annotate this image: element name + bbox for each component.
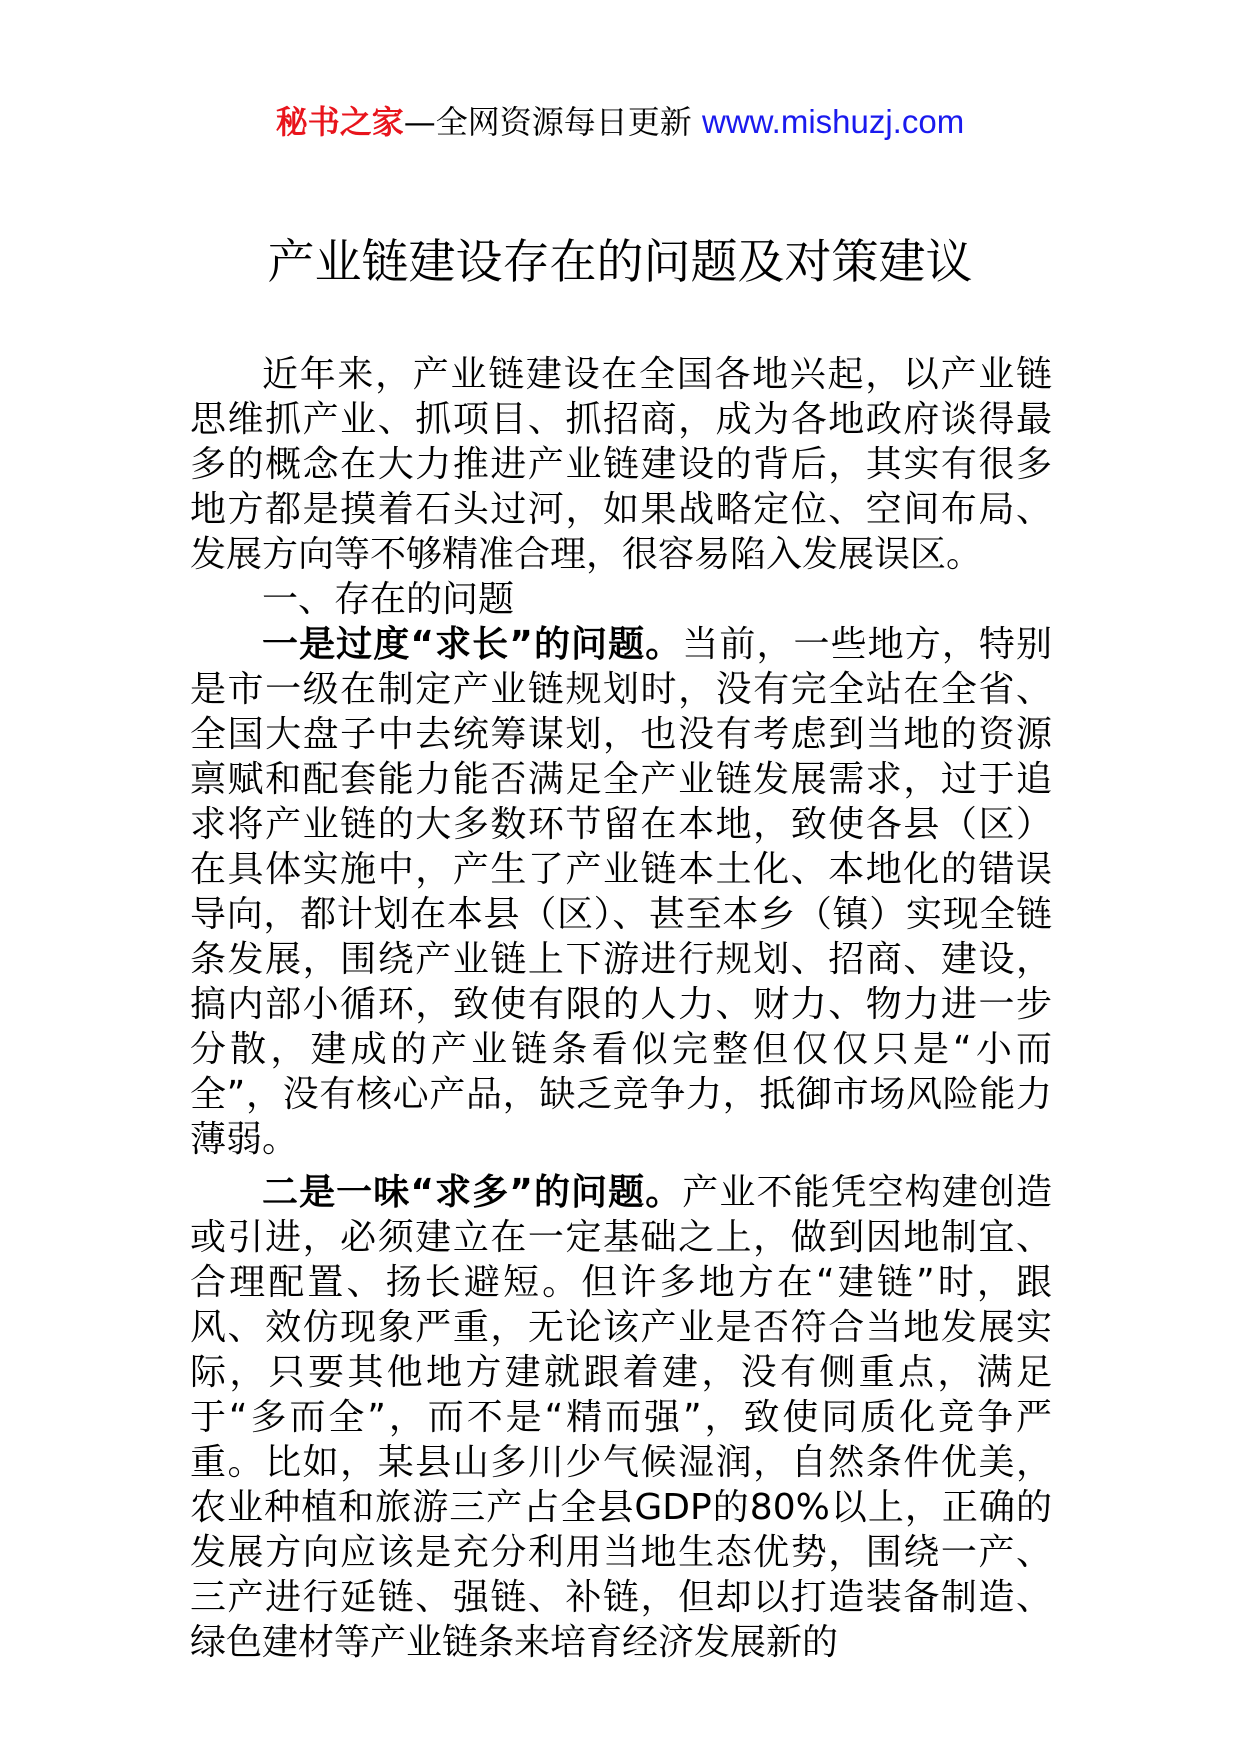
site-header [0, 100, 1240, 144]
problem-2-lead: 二是一味“求多”的问题。 [262, 1172, 683, 1213]
site-url-link[interactable]: www.mishuzj.com [701, 103, 965, 140]
page-title: 产业链建设存在的问题及对策建议 [267, 235, 973, 290]
problem-1-text: 当前，一些地方，特别是市一级在制定产业链规划时，没有完全站在全省、全国大盘子中去统筹谋划，也没有考虑到当地的资源禀赋和配套能力能否满足全产业链发展需求，过于追求将产业链的大多数环节留在本地，致使各县（区）在具体实施中，产生了产业链本土化、本地化的错误导向，都计划在本县（区）、甚至本乡（镇）实现全链条发展，围绕产业链上下游进行规划、招商、建设，搞内部小循环，致使有限的人力、财力、物力进一步分散，建成的产业链条看似完整但仅仅只是“小而全”，没有核心产品，缺乏竞争力，抵御市场风险能力薄弱。 [190, 624, 1052, 1160]
problem-2-paragraph [190, 1170, 1052, 1665]
site-tagline: —全网资源每日更新 [403, 103, 692, 141]
problem-1-lead: 一是过度“求长”的问题。 [262, 624, 683, 665]
problem-2-text: 产业不能凭空构建创造或引进，必须建立在一定基础之上，做到因地制宜、合理配置、扬长避短。但许多地方在“建链”时，跟风、效仿现象严重，无论该产业是否符合当地发展实际，只要其他地方建就跟着建，没有侧重点，满足于“多而全”，而不是“精而强”，致使同质化竞争严重。比如，某县山多川少气候湿润，自然条件优美，农业种植和旅游三产占全县GDP的80%以上，正确的发展方向应该是充分利用当地生态优势，围绕一产、三产进行延链、强链、补链，但却以打造装备制造、绿色建材等产业链条来培育经济发展新的 [190, 1172, 1052, 1663]
section-heading: 一、存在的问题 [262, 579, 515, 620]
problem-1-paragraph [190, 622, 1052, 1162]
site-brand: 秘书之家 [275, 103, 404, 141]
intro-paragraph: 近年来，产业链建设在全国各地兴起，以产业链思维抓产业、抓项目、抓招商，成为各地政府谈得最多的概念在大力推进产业链建设的背后，其实有很多地方都是摸着石头过河，如果战略定位、空间布局、发展方向等不够精准合理，很容易陷入发展误区。 [190, 354, 1052, 575]
document-body [190, 352, 1052, 1665]
